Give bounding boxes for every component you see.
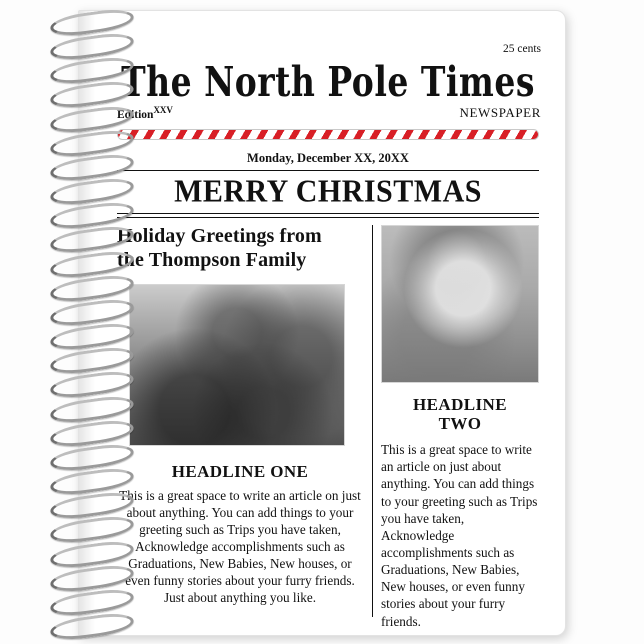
right-column <box>381 225 539 630</box>
headline-two <box>381 395 539 433</box>
price-label: 25 cents <box>502 43 541 55</box>
headline-two-line-2: TWO <box>438 414 482 434</box>
edition-label <box>117 105 173 121</box>
spiral-notebook <box>78 10 566 636</box>
greeting-line-2: the Thompson Family <box>117 248 307 271</box>
column-divider <box>372 225 373 617</box>
binding-shadow <box>79 11 95 635</box>
article-body-right: This is a great space to write an article on just about anything. You can add things to your greeting such as Trips you have taken, Acknowledge accomplishments such as Graduations, New Babies, New houses, or even funny stories about your furry friends. <box>381 442 538 629</box>
newspaper-word: NEWSPAPER <box>459 105 541 120</box>
date-line: Monday, December XX, 20XX <box>247 151 409 165</box>
rule-below-banner-2 <box>117 217 539 218</box>
left-column <box>117 225 363 606</box>
child-photo <box>381 225 539 383</box>
edition-row <box>113 105 543 121</box>
candy-cane-divider <box>117 129 539 140</box>
greeting-line-1: Holiday Greetings from <box>117 225 322 247</box>
family-photo <box>129 284 345 446</box>
main-banner: MERRY CHRISTMAS <box>174 174 482 209</box>
edition-word: Edition <box>117 108 154 121</box>
article-body-left: This is a great space to write an article on just about anything. You can add things to your greeting such as Trips you have taken, Acknowledge accomplishments such as Graduations, New Babies, New houses, or even funny stories about your furry friends. Just about anything you like. <box>119 488 361 605</box>
rule-above-banner <box>117 170 539 171</box>
masthead-title: The North Pole Times <box>121 57 535 106</box>
headline-two-line-1: HEADLINE <box>413 395 507 414</box>
headline-one: HEADLINE ONE <box>171 462 309 482</box>
greeting-heading <box>117 225 363 272</box>
rule-below-banner-1 <box>117 213 539 214</box>
newspaper-cover <box>113 33 543 629</box>
edition-number: XXV <box>153 105 173 115</box>
